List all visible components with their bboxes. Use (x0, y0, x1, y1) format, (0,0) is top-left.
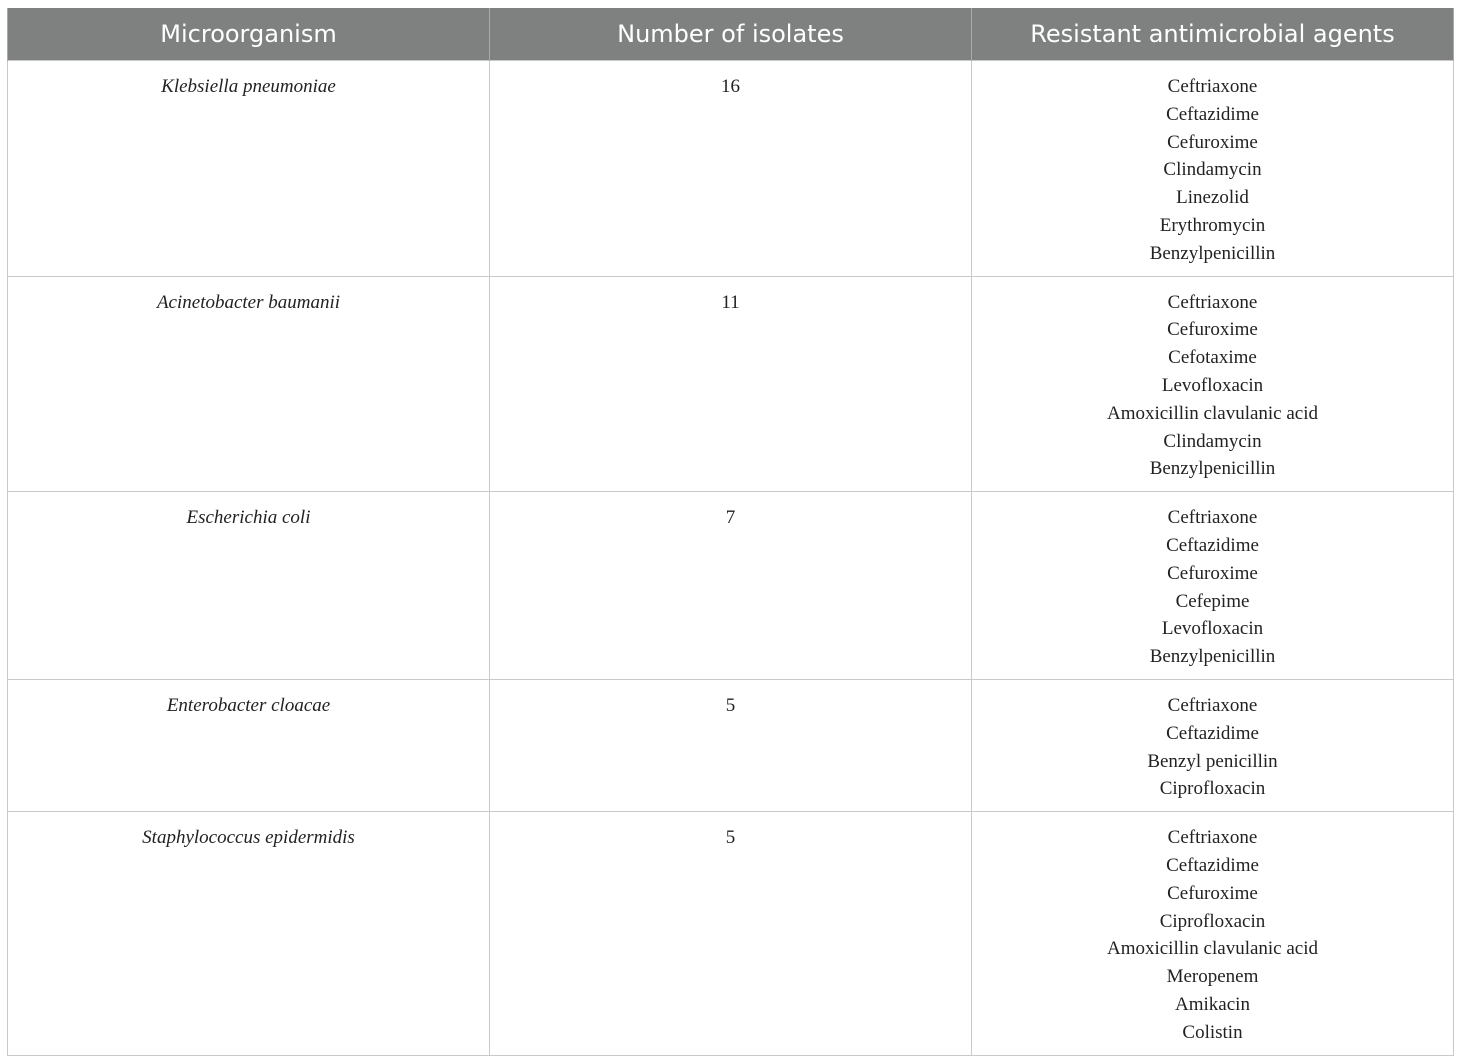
agent-name: Ceftazidime (1166, 103, 1259, 125)
agent-name: Cefuroxime (1167, 562, 1258, 584)
agent-name: Amoxicillin clavulanic acid (1106, 938, 1319, 960)
agent-name: Ceftriaxone (1167, 827, 1258, 849)
resistant-agents-cell (972, 492, 1454, 680)
agent-name: Ciprofloxacin (1159, 910, 1266, 932)
agent-name: Benzylpenicillin (1149, 242, 1276, 264)
agent-name: Cefuroxime (1167, 882, 1258, 904)
table-row (8, 276, 1454, 492)
header-resistant-agents: Resistant antimicrobial agents (972, 8, 1454, 61)
agent-name: Levofloxacin (1161, 374, 1264, 396)
agent-name: Clindamycin (1163, 430, 1262, 452)
agent-name: Ceftazidime (1166, 854, 1259, 876)
resistant-agents-cell (972, 812, 1454, 1055)
agent-name: Levofloxacin (1161, 618, 1264, 640)
resistance-table-container (7, 8, 1453, 1056)
agent-name: Erythromycin (1159, 214, 1266, 236)
agent-name: Cefuroxime (1167, 319, 1258, 341)
table-row (8, 679, 1454, 811)
agent-name: Linezolid (1176, 187, 1249, 209)
isolates-count-cell: 7 (490, 492, 972, 680)
isolates-count-cell: 5 (490, 679, 972, 811)
agent-name: Benzylpenicillin (1149, 458, 1276, 480)
agent-name: Amoxicillin clavulanic acid (1106, 402, 1319, 424)
agent-name: Benzylpenicillin (1149, 646, 1276, 668)
resistance-table (7, 8, 1454, 1056)
agent-name: Clindamycin (1163, 159, 1262, 181)
resistant-agents-cell (972, 61, 1454, 277)
isolates-count-cell: 16 (490, 61, 972, 277)
agent-name: Benzyl penicillin (1147, 750, 1278, 772)
isolates-count-cell: 11 (490, 276, 972, 492)
microorganism-cell: Klebsiella pneumoniae (8, 61, 490, 277)
table-row (8, 492, 1454, 680)
agent-name: Ceftriaxone (1167, 291, 1258, 313)
agent-name: Cefotaxime (1168, 347, 1257, 369)
agent-name: Ceftazidime (1166, 534, 1259, 556)
agent-name: Ceftriaxone (1167, 507, 1258, 529)
microorganism-cell: Escherichia coli (8, 492, 490, 680)
agent-name: Ceftriaxone (1167, 694, 1258, 716)
agent-name: Colistin (1182, 1021, 1243, 1043)
header-row (8, 8, 1454, 61)
isolates-count-cell: 5 (490, 812, 972, 1055)
microorganism-cell: Staphylococcus epidermidis (8, 812, 490, 1055)
agent-name: Ciprofloxacin (1159, 778, 1266, 800)
agent-name: Ceftriaxone (1167, 76, 1258, 97)
resistant-agents-cell (972, 276, 1454, 492)
header-microorganism: Microorganism (8, 8, 490, 61)
resistant-agents-cell (972, 679, 1454, 811)
table-row (8, 812, 1454, 1055)
agent-name: Amikacin (1175, 993, 1250, 1015)
microorganism-cell: Acinetobacter baumanii (8, 276, 490, 492)
microorganism-cell: Enterobacter cloacae (8, 679, 490, 811)
agent-name: Meropenem (1166, 966, 1259, 988)
table-row (8, 61, 1454, 277)
agent-name: Ceftazidime (1166, 722, 1259, 744)
table-header (8, 8, 1454, 61)
agent-name: Cefuroxime (1167, 131, 1258, 153)
agent-name: Cefepime (1175, 590, 1250, 612)
table-body (8, 61, 1454, 1056)
header-number-of-isolates: Number of isolates (490, 8, 972, 61)
